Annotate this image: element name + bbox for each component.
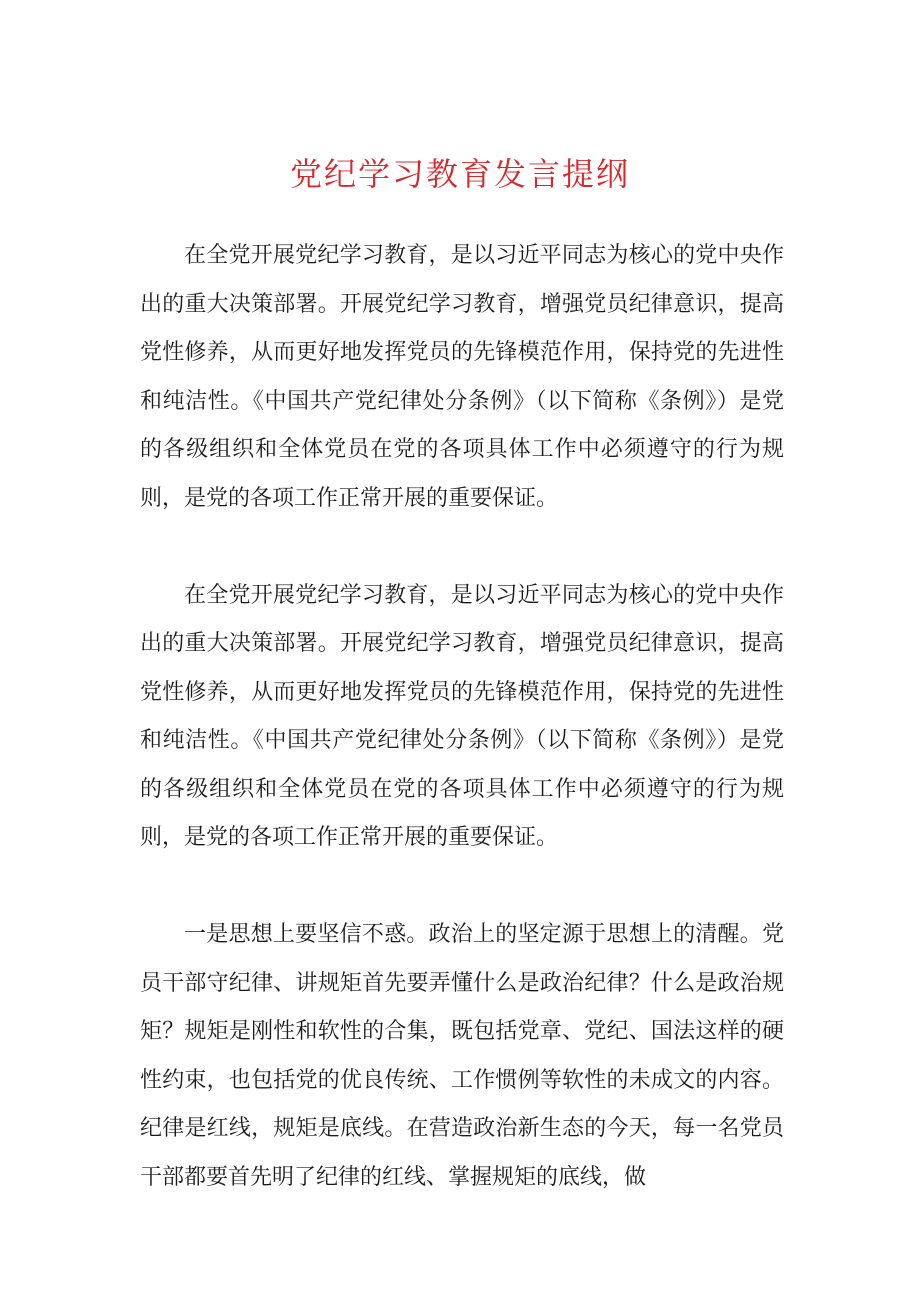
document-title: 党纪学习教育发言提纲 (289, 155, 630, 193)
paragraph-3: 一是思想上要坚信不惑。政治上的坚定源于思想上的清醒。党员干部守纪律、讲规矩首先要弄懂什么是政治纪律？什么是政治规矩？规矩是刚性和软性的合集，既包括党章、党纪、国法这样的硬性约束，也包括党的优良传统、工作惯例等软性的未成文的内容。纪律是红线，规矩是底线。在营造政治新生态的今天，每一名党员干部都要首先明了纪律的红线、掌握规矩的底线，做 (140, 922, 784, 1190)
paragraph-1: 在全党开展党纪学习教育，是以习近平同志为核心的党中央作出的重大决策部署。开展党纪学习教育，增强党员纪律意识，提高党性修养，从而更好地发挥党员的先锋模范作用，保持党的先进性和纯洁性。《中国共产党纪律处分条例》（以下简称《条例》）是党的各级组织和全体党员在党的各项具体工作中必须遵守的行为规则，是党的各项工作正常开展的重要保证。 (140, 243, 784, 511)
paragraph-2: 在全党开展党纪学习教育，是以习近平同志为核心的党中央作出的重大决策部署。开展党纪学习教育，增强党员纪律意识，提高党性修养，从而更好地发挥党员的先锋模范作用，保持党的先进性和纯洁性。《中国共产党纪律处分条例》（以下简称《条例》）是党的各级组织和全体党员在党的各项具体工作中必须遵守的行为规则，是党的各项工作正常开展的重要保证。 (140, 582, 784, 850)
document-body (140, 232, 784, 1251)
